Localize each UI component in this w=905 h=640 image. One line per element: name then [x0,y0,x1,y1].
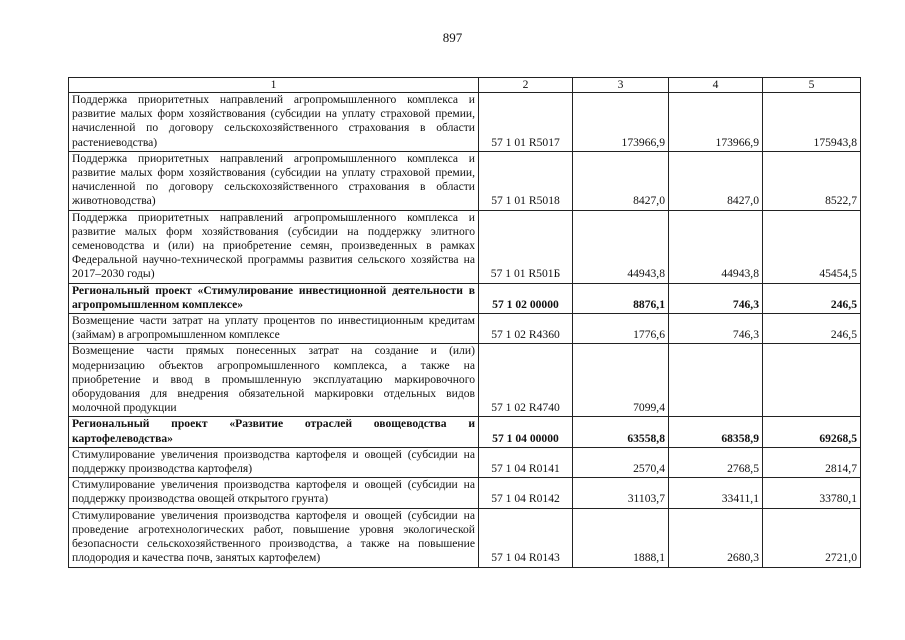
row-value-col4: 8427,0 [669,151,763,210]
row-name: Стимулирование увеличения производства картофеля и овощей (субсидии на поддержку производства картофеля) [69,447,479,477]
row-code: 57 1 04 00000 [479,417,573,447]
row-name: Поддержка приоритетных направлений агропромышленного комплекса и развитие малых форм хозяйствования (субсидии на поддержку элитного семеноводства и (или) на приобретение семян, произведенных в рамках Федеральной научно-технической программы развития сельского хозяйства на 2017–2030 годы) [69,210,479,283]
budget-table [68,77,861,568]
row-value-col4 [669,344,763,417]
page-number: 897 [442,30,463,45]
row-value-col4: 2680,3 [669,508,763,567]
column-header: 1 [69,78,479,93]
row-value-col5: 69268,5 [763,417,861,447]
row-name: Поддержка приоритетных направлений агропромышленного комплекса и развитие малых форм хозяйствования (субсидии на уплату страховой премии, начисленной по договору сельскохозяйственного страхования в области растениеводства) [69,93,479,152]
row-value-col5: 8522,7 [763,151,861,210]
row-value-col3: 7099,4 [573,344,669,417]
table-row [69,151,861,210]
row-code: 57 1 02 R4740 [479,344,573,417]
row-name: Стимулирование увеличения производства картофеля и овощей (субсидии на проведение агротехнологических работ, повышение уровня экологической безопасности сельскохозяйственного производства, а также на повышение плодородия и качества почв, занятых картофелем) [69,508,479,567]
table-row-section [69,417,861,447]
table-row [69,508,861,567]
row-code: 57 1 01 R501Б [479,210,573,283]
column-header: 3 [573,78,669,93]
row-value-col5: 246,5 [763,314,861,344]
column-header: 2 [479,78,573,93]
table-row [69,93,861,152]
row-value-col4: 68358,9 [669,417,763,447]
row-value-col5: 2721,0 [763,508,861,567]
row-value-col4: 2768,5 [669,447,763,477]
row-value-col4: 44943,8 [669,210,763,283]
row-value-col5 [763,344,861,417]
row-value-col3: 8427,0 [573,151,669,210]
row-value-col5: 45454,5 [763,210,861,283]
row-name: Возмещение части прямых понесенных затрат на создание и (или) модернизацию объектов агропромышленного комплекса, а также на приобретение и ввод в промышленную эксплуатацию маркировочного оборудования для внедрения обязательной маркировки отдельных видов молочной продукции [69,344,479,417]
row-code: 57 1 01 R5017 [479,93,573,152]
table-row [69,314,861,344]
table-row [69,210,861,283]
row-value-col4: 33411,1 [669,478,763,508]
row-value-col3: 8876,1 [573,283,669,313]
row-name: Региональный проект «Стимулирование инвестиционной деятельности в агропромышленном комплексе» [69,283,479,313]
row-name: Возмещение части затрат на уплату процентов по инвестиционным кредитам (займам) в агропромышленном комплексе [69,314,479,344]
row-value-col4: 746,3 [669,314,763,344]
row-value-col3: 1888,1 [573,508,669,567]
row-value-col3: 44943,8 [573,210,669,283]
row-value-col5: 246,5 [763,283,861,313]
row-value-col3: 63558,8 [573,417,669,447]
row-code: 57 1 02 00000 [479,283,573,313]
row-code: 57 1 01 R5018 [479,151,573,210]
row-name: Стимулирование увеличения производства картофеля и овощей (субсидии на поддержку производства овощей открытого грунта) [69,478,479,508]
table-header-row [69,78,861,93]
table-row-section [69,283,861,313]
table-row [69,478,861,508]
row-value-col3: 1776,6 [573,314,669,344]
row-code: 57 1 04 R0143 [479,508,573,567]
row-code: 57 1 04 R0142 [479,478,573,508]
row-value-col4: 746,3 [669,283,763,313]
row-value-col5: 33780,1 [763,478,861,508]
row-value-col5: 2814,7 [763,447,861,477]
row-value-col3: 173966,9 [573,93,669,152]
row-value-col4: 173966,9 [669,93,763,152]
row-name: Поддержка приоритетных направлений агропромышленного комплекса и развитие малых форм хозяйствования (субсидии на уплату страховой премии, начисленной по договору сельскохозяйственного страхования в области животноводства) [69,151,479,210]
row-value-col3: 2570,4 [573,447,669,477]
row-code: 57 1 04 R0141 [479,447,573,477]
column-header: 4 [669,78,763,93]
table-row [69,344,861,417]
column-header: 5 [763,78,861,93]
row-code: 57 1 02 R4360 [479,314,573,344]
row-value-col5: 175943,8 [763,93,861,152]
row-value-col3: 31103,7 [573,478,669,508]
row-name: Региональный проект «Развитие отраслей овощеводства и картофелеводства» [69,417,479,447]
table-row [69,447,861,477]
